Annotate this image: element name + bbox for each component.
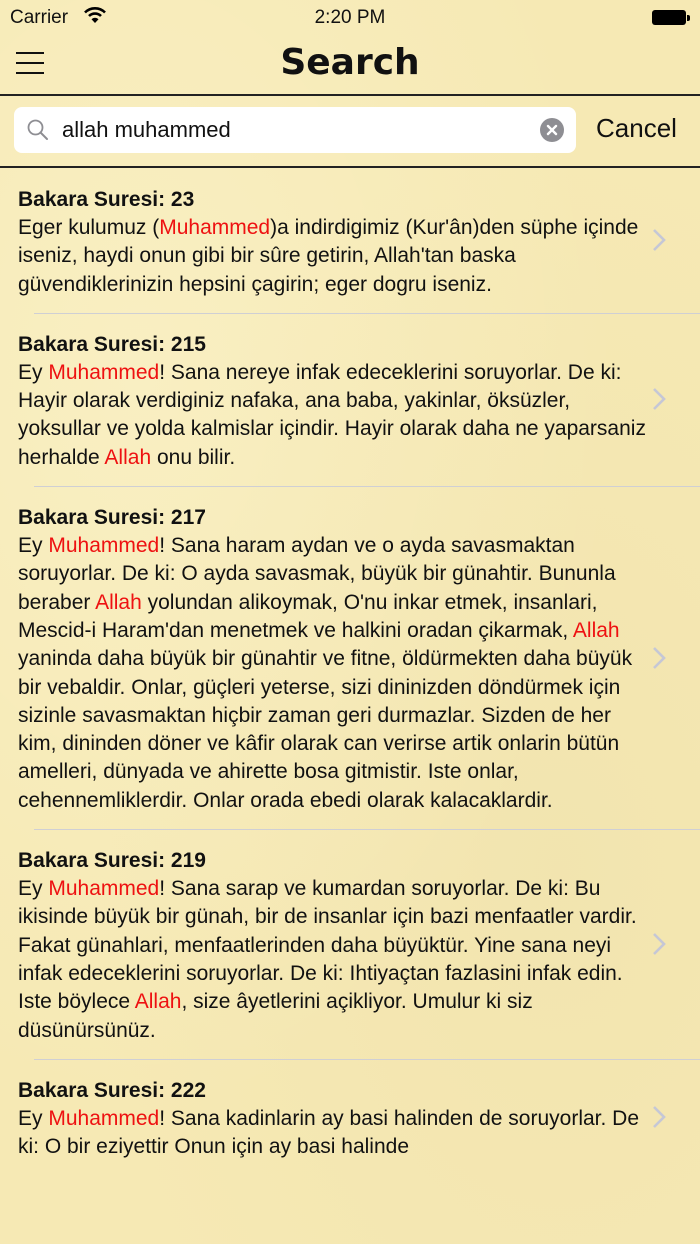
result-title: Bakara Suresi: 23 [18, 188, 195, 211]
result-title: Bakara Suresi: 219 [18, 849, 206, 873]
battery-full-icon [652, 10, 690, 25]
result-title: Bakara Suresi: 217 [18, 506, 206, 530]
clock: 2:20 PM [314, 7, 386, 28]
search-highlight: Allah [104, 445, 152, 469]
search-input[interactable] [62, 107, 532, 153]
result-text: Ey Muhammed! Sana kadinlarin ay basi halinden de soruyorlar. De ki: O bir eziyettir Onun için ay basi halinde [18, 1106, 640, 1159]
search-highlight: Allah [572, 618, 620, 642]
result-row[interactable] [0, 1059, 700, 1176]
search-highlight: Muhammed [48, 877, 160, 901]
page-title: Search [280, 42, 420, 83]
result-text: Ey Muhammed! Sana sarap ve kumardan soruyorlar. De ki: Bu ikisinde büyük bir günah, bir de insanlar için bazi menfaatler vardir. Fakat günahlari, menfaatlerinden daha büyüktür. Yine sana neyi infak edeceklerini soruyorlar. De ki: Ihtiyaçtan fazlasini infak edin. Iste böylece Allah, size âyetlerini açikliyor. Umulur ki siz düsünürsünüz. [18, 877, 637, 1042]
nav-bar [0, 36, 700, 96]
search-highlight: Muhammed [159, 216, 271, 239]
chevron-right-icon [652, 228, 666, 252]
result-row[interactable] [0, 829, 700, 1059]
magnifier-icon [26, 118, 50, 142]
result-row[interactable] [0, 168, 700, 313]
result-title: Bakara Suresi: 215 [18, 332, 206, 356]
result-text: Ey Muhammed! Sana nereye infak edeceklerini soruyorlar. De ki: Hayir olarak verdiginiz nafaka, ana baba, yakinlar, öksüzler, yoksullar ve yolda kalmislar içindir. Hayir olarak daha ne yaparsaniz herhalde Allah onu bilir. [18, 360, 646, 469]
result-row[interactable] [0, 313, 700, 486]
status-bar [0, 0, 700, 36]
result-row[interactable] [0, 486, 700, 829]
search-field[interactable] [14, 107, 576, 153]
chevron-right-icon [652, 1105, 666, 1129]
chevron-right-icon [652, 387, 666, 411]
result-text: Ey Muhammed! Sana haram aydan ve o ayda savasmaktan soruyorlar. De ki: O ayda savasmak, büyük bir günahtir. Bununla beraber Allah yolundan alikoymak, O'nu inkar etmek, insanlari, Mescid-i Haram'dan menetmek ve halkini oradan çikarmak, Allah yaninda daha büyük bir günahtir ve fitne, öldürmekten daha büyük bir vebaldir. Onlar, güçleri yeterse, sizi dininizden döndürmek için sizinle savasmaktan hiçbir zaman geri durmazlar. Sizden de her kim, dininden döner ve kâfir olarak can verirse artik onlarin bütün amelleri, dünyada ve ahirette bosa gitmistir. Iste onlar, cehennemliklerdir. Onlar orada ebedi olarak kalacaklardir. [18, 534, 633, 812]
results-list [0, 168, 700, 1175]
result-text: Eger kulumuz (Muhammed)a indirdigimiz (Kur'ân)den süphe içinde iseniz, haydi onun gibi bir sûre getirin, Allah'tan baska güvendiklerinizin hepsini çagirin; eger dogru iseniz. [18, 216, 639, 296]
search-highlight: Muhammed [48, 360, 160, 384]
search-bar [0, 96, 700, 168]
cancel-button[interactable]: Cancel [596, 113, 677, 143]
chevron-right-icon [652, 646, 666, 670]
chevron-right-icon [652, 932, 666, 956]
carrier-label: Carrier [10, 7, 69, 28]
search-highlight: Muhammed [48, 1106, 160, 1130]
search-highlight: Allah [134, 990, 182, 1014]
search-highlight: Muhammed [48, 534, 160, 558]
clear-circle-icon[interactable] [540, 118, 564, 142]
result-title: Bakara Suresi: 222 [18, 1078, 206, 1102]
search-highlight: Allah [95, 590, 142, 614]
